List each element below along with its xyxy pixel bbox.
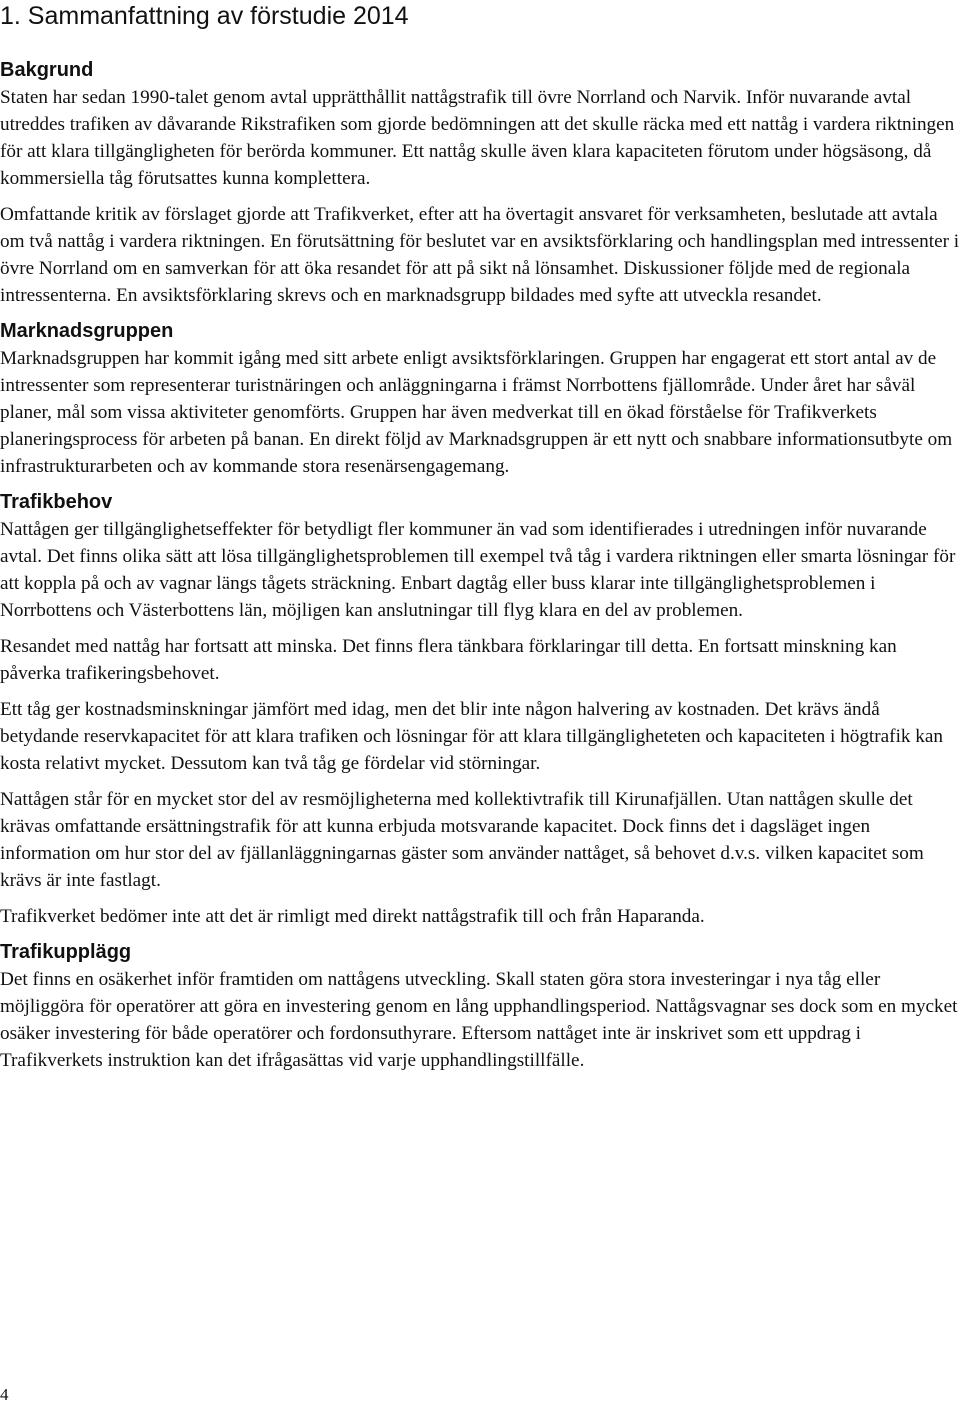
section-heading: Trafikupplägg [0, 941, 132, 963]
section-marknadsgruppen [0, 318, 960, 480]
page-title: 1. Sammanfattning av förstudie 2014 [0, 2, 409, 30]
paragraph: Nattågen står för en mycket stor del av resmöjligheterna med kollektivtrafik till Kirunafjällen. Utan nattågen skulle det krävas omfattande ersättningstrafik för att kunna erbjuda motsvarande kapacitet. Dock finns det i dagsläget ingen information om hur stor del av fjällanläggningarnas gäster som använder nattåget, så behovet d.v.s. vilken kapacitet som krävs är inte fastlagt. [0, 789, 924, 891]
section-heading: Marknadsgruppen [0, 320, 174, 342]
paragraph: Resandet med nattåg har fortsatt att minska. Det finns flera tänkbara förklaringar till detta. En fortsatt minskning kan påverka trafikeringsbehovet. [0, 636, 897, 684]
paragraph: Ett tåg ger kostnadsminskningar jämfört med idag, men det blir inte någon halvering av kostnaden. Det krävs ändå betydande reservkapacitet för att klara trafiken och lösningar för att klara tillgängligheteten och kapaciteten i högtrafik kan kosta relativt mycket. Dessutom kan två tåg ge fördelar vid störningar. [0, 699, 943, 774]
paragraph: Nattågen ger tillgänglighetseffekter för betydligt fler kommuner än vad som identifierades i utredningen inför nuvarande avtal. Det finns olika sätt att lösa tillgänglighetsproblemen till exempel två tåg i vardera riktningen eller smarta lösningar för att koppla på och av vagnar längs tågets sträckning. Enbart dagtåg eller buss klarar inte tillgänglighetsproblemen i Norrbottens och Västerbottens län, möjligen kan anslutningar till flyg klara en del av problemen. [0, 519, 956, 621]
page-number: 4 [0, 1385, 9, 1404]
section-heading: Bakgrund [0, 59, 94, 81]
paragraph: Omfattande kritik av förslaget gjorde att Trafikverket, efter att ha övertagit ansvaret för verksamheten, beslutade att avtala om två nattåg i vardera riktningen. En förutsättning för beslutet var en avsiktsförklaring och handlingsplan med intressenter i övre Norrland om en samverkan för att öka resandet för att på sikt nå lönsamhet. Diskussioner följde med de regionala intressenterna. En avsiktsförklaring skrevs och en marknadsgrupp bildades med syfte att utveckla resandet. [0, 204, 960, 306]
section-trafikbehov [0, 489, 960, 930]
section-heading: Trafikbehov [0, 491, 113, 513]
section-bakgrund [0, 57, 960, 309]
paragraph: Det finns en osäkerhet inför framtiden om nattågens utveckling. Skall staten göra stora investeringar i nya tåg eller möjliggöra för operatörer att göra en investering genom en lång upphandlingsperiod. Nattågsvagnar ses dock som en mycket osäker investering för både operatörer och fordonsuthyrare. Eftersom nattåget inte är inskrivet som ett uppdrag i Trafikverkets instruktion kan det ifrågasättas vid varje upphandlingstillfälle. [0, 969, 958, 1071]
paragraph: Trafikverket bedömer inte att det är rimligt med direkt nattågstrafik till och från Haparanda. [0, 906, 705, 927]
document-body [0, 57, 960, 1083]
section-trafikupplagg [0, 939, 960, 1074]
paragraph: Staten har sedan 1990-talet genom avtal upprätthållit nattågstrafik till övre Norrland och Narvik. Inför nuvarande avtal utreddes trafiken av dåvarande Rikstrafiken som gjorde bedömningen att det skulle räcka med ett nattåg i vardera riktningen för att klara tillgängligheten för berörda kommuner. Ett nattåg skulle även klara kapaciteten förutom under högsäsong, då kommersiella tåg förutsattes kunna komplettera. [0, 87, 955, 189]
paragraph: Marknadsgruppen har kommit igång med sitt arbete enligt avsiktsförklaringen. Gruppen har engagerat ett stort antal av de intressenter som representerar turistnäringen och anläggningarna i främst Norrbottens fjällområde. Under året har såväl planer, mål som vissa aktiviteter genomförts. Gruppen har även medverkat till en ökad förståelse för Trafikverkets planeringsprocess för arbeten på banan. En direkt följd av Marknadsgruppen är ett nytt och snabbare informationsutbyte om infrastrukturarbeten och av kommande stora resenärsengagemang. [0, 348, 953, 477]
